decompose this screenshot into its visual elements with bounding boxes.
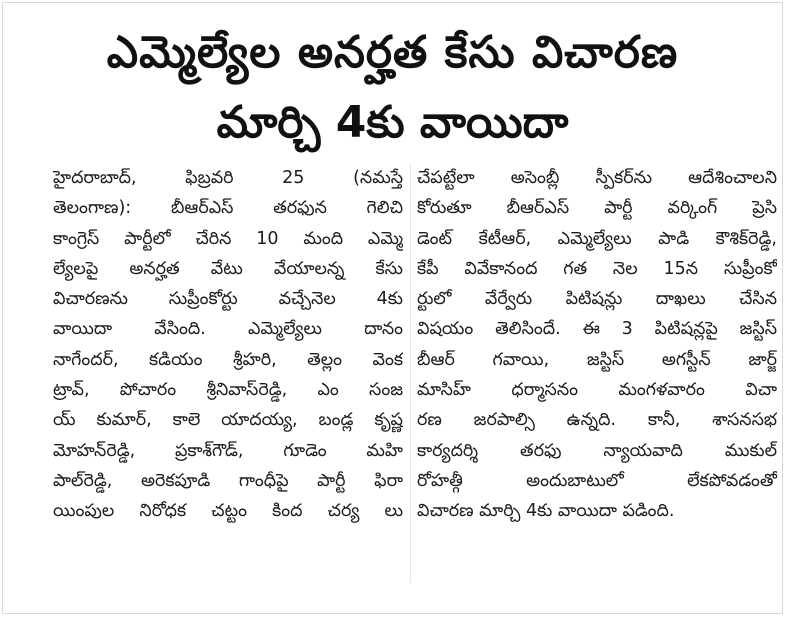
article-line: బీఆర్ గవాయి, జస్టిస్ అగస్టీన్ జార్జ్ xyxy=(417,349,777,370)
article-line: యింపుల నిరోధక చట్టం కింద చర్య లు xyxy=(53,501,403,522)
article-line: విషయం తెలిసిందే. ఈ 3 పిటిషన్లపై జస్టిస్ xyxy=(417,319,777,340)
article-column-left xyxy=(53,163,403,527)
article-line: డెంట్ కేటీఆర్, ఎమ్మెల్యేలు పాడి కౌశిక్‌రెడ్డి, xyxy=(417,228,777,249)
article-line: మోహన్‌రెడ్డి, ప్రకాశ్‌గౌడ్, గూడెం మహి xyxy=(53,440,403,461)
article-line: మాసిహ్ ధర్మాసనం మంగళవారం విచా xyxy=(417,380,777,401)
article-line: పాల్‌రెడ్డి, అరెకపూడి గాంధీపై పార్టీ ఫిరా xyxy=(53,470,403,491)
article-line: ర్టులో వేర్వేరు పిటిషన్లు దాఖలు చేసిన xyxy=(417,289,777,310)
article-line: రణ జరపాల్సి ఉన్నది. కానీ, శాసనసభ xyxy=(417,410,777,431)
subheadline: మార్చి 4కు వాయిదా xyxy=(216,97,569,148)
article-line: రోహత్గీ అందుబాటులో లేకపోవడంతో xyxy=(417,470,777,491)
article-line: చేపట్టేలా అసెంబ్లీ స్పీకర్‌ను ఆదేశించాలని xyxy=(417,168,777,188)
article-line: వాయిదా వేసింది. ఎమ్మెల్యేలు దానం xyxy=(53,319,403,340)
newspaper-clipping xyxy=(2,2,783,614)
article-line: ల్యేలపై అనర్హత వేటు వేయాలన్న కేసు xyxy=(53,258,403,279)
headline: ఎమ్మెల్యేల అనర్హత కేసు విచారణ xyxy=(106,27,679,78)
article-column-right xyxy=(417,163,777,527)
article-line: విచారణను సుప్రీంకోర్టు వచ్చేనెల 4కు xyxy=(53,289,403,310)
article-line: కార్యదర్శి తరఫు న్యాయవాది ముకుల్ xyxy=(417,440,777,461)
column-divider xyxy=(410,163,411,583)
article-line: నాగేందర్, కడియం శ్రీహరి, తెల్లం వెంక xyxy=(53,349,403,370)
article-line: విచారణ మార్చి 4కు వాయిదా పడింది. xyxy=(417,501,675,522)
article-line: య్ కుమార్, కాలె యాదయ్య, బండ్ల కృష్ణ xyxy=(53,410,403,431)
article-line: హైదరాబాద్, ఫిబ్రవరి 25 (నమస్తే xyxy=(53,168,403,188)
article-line: ట్రావ్, పోచారం శ్రీనివాస్‌రెడ్డి, ఎం సంజ xyxy=(53,380,403,401)
article-line: కేపీ వివేకానంద గత నెల 15న సుప్రీంకో xyxy=(417,258,777,279)
article-line: కోరుతూ బీఆర్ఎస్ పార్టీ వర్కింగ్ ప్రెసి xyxy=(417,198,777,219)
article-line: తెలంగాణ): బీఆర్ఎస్ తరఫున గెలిచి xyxy=(53,198,403,219)
article-line: కాంగ్రెస్ పార్టీలో చేరిన 10 మంది ఎమ్మె xyxy=(53,228,403,249)
